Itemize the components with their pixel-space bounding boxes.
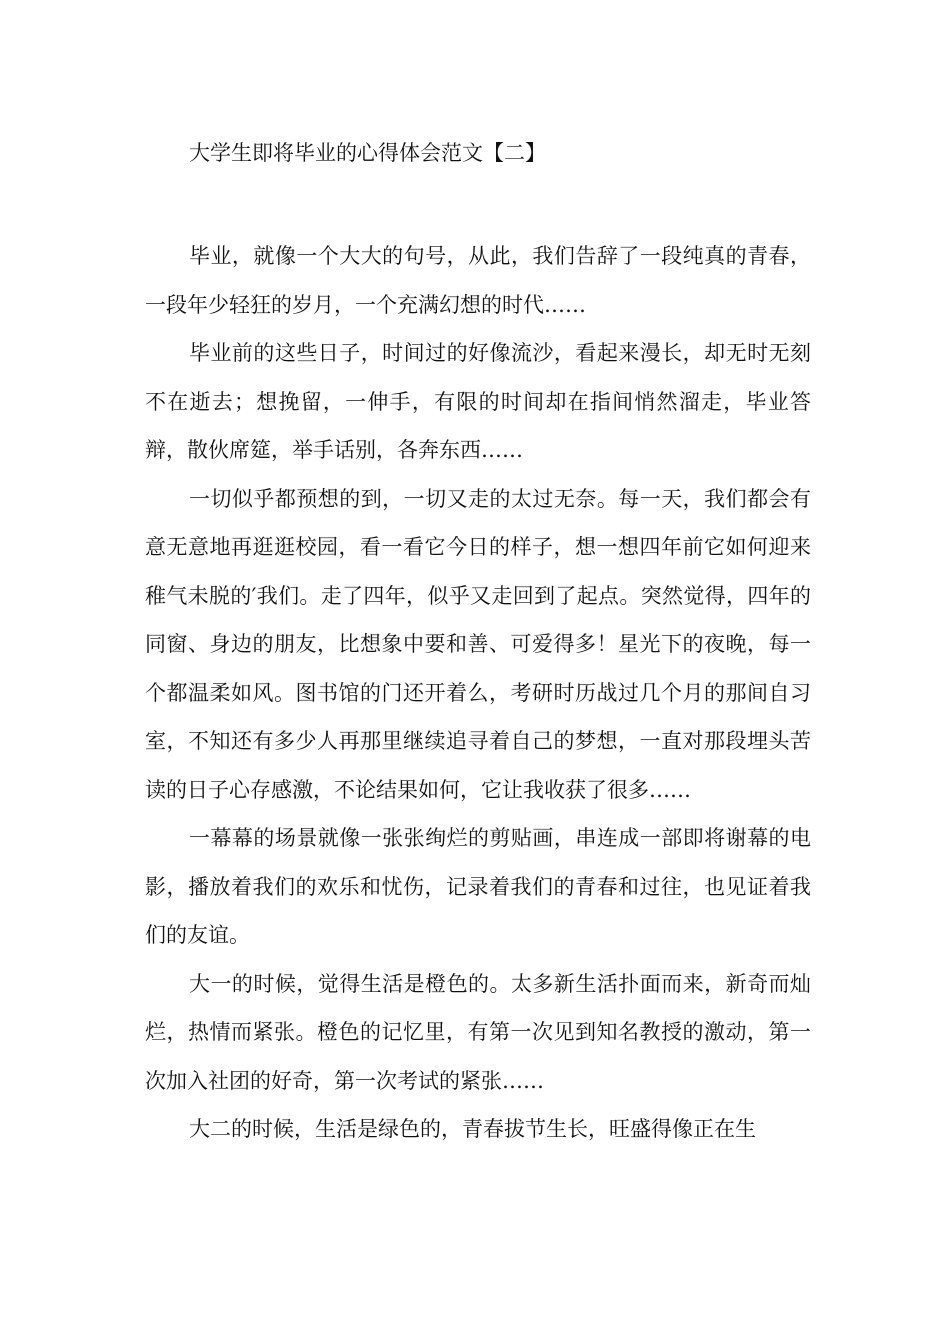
paragraph: 毕业前的这些日子，时间过的好像流沙，看起来漫长，却无时无刻不在逝去；想挽留，一伸手，有限的时间却在指间悄然溜走，毕业答辩，散伙席筵，举手话别，各奔东西…… [145,341,811,462]
paragraph: 一切似乎都预想的到，一切又走的太过无奈。每一天，我们都会有意无意地再逛逛校园，看一看它今日的样子，想一想四年前它如何迎来稚气未脱的′我们。走了四年，似乎又走回到了起点。突然觉得，四年的同窗、身边的朋友，比想象中要和善、可爱得多！星光下的夜晚，每一个都温柔如风。图书馆的门还开着么，考研时历战过几个月的那间自习室，不知还有多少人再那里继续追寻着自己的梦想，一直对那段埋头苦读的日子心存感激，不论结果如何，它让我收获了很多…… [145,486,811,802]
document-title: 大学生即将毕业的心得体会范文【二】 [189,141,546,165]
paragraph: 大二的时候，生活是绿色的，青春拔节生长，旺盛得像正在生 [189,1117,756,1141]
paragraph: 大一的时候，觉得生活是橙色的。太多新生活扑面而来，新奇而灿烂，热情而紧张。橙色的记忆里，有第一次见到知名教授的激动，第一次加入社团的好奇，第一次考试的紧张…… [145,971,811,1093]
paragraph: 毕业，就像一个大大的句号，从此，我们告辞了一段纯真的青春，一段年少轻狂的岁月，一个充满幻想的时代…… [145,244,811,317]
paragraph: 一幕幕的场景就像一张张绚烂的剪贴画，串连成一部即将谢幕的电影，播放着我们的欢乐和忧伤，记录着我们的青春和过往，也见证着我们的友谊。 [145,826,811,947]
document-body [145,232,811,1154]
